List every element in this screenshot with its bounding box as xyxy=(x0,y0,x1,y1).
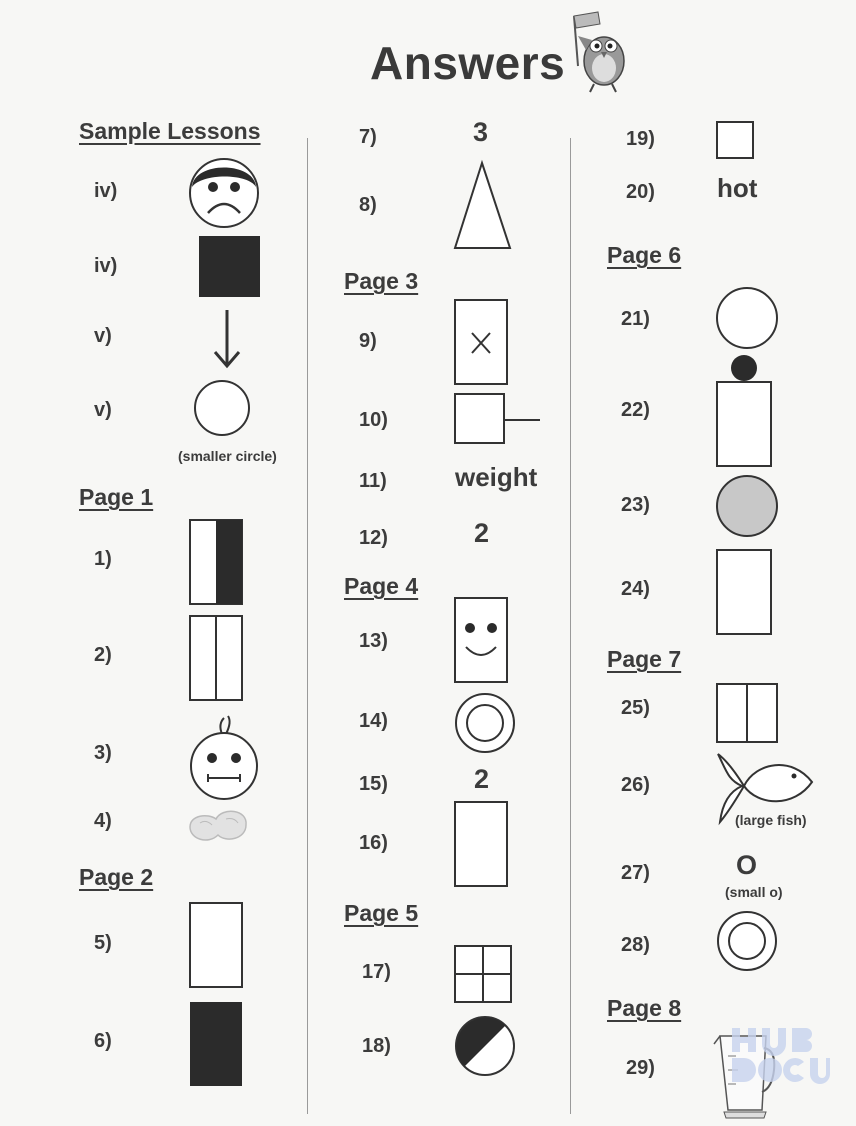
section-page-6: Page 6 xyxy=(607,242,682,268)
down-arrow-icon xyxy=(212,308,242,370)
answer-number: 15) xyxy=(359,773,388,795)
sad-face-icon xyxy=(188,157,262,229)
page-title: Answers xyxy=(370,37,566,89)
half-filled-circle-icon xyxy=(453,1014,517,1078)
four-square-grid-icon xyxy=(453,944,515,1006)
answer-number: 20) xyxy=(626,181,655,203)
answer-number: 29) xyxy=(626,1057,655,1079)
answer-number: 23) xyxy=(621,494,650,516)
answer-text: 2 xyxy=(474,518,490,548)
section-page-8: Page 8 xyxy=(607,995,682,1021)
sample-item-number: iv) xyxy=(94,255,118,277)
answer-number: 18) xyxy=(362,1035,391,1057)
section-page-3: Page 3 xyxy=(344,268,419,294)
peanut-icon xyxy=(186,805,250,845)
empty-rectangle-icon xyxy=(189,902,245,990)
hubdocu-watermark-logo xyxy=(730,1024,830,1090)
answer-text: hot xyxy=(717,173,758,203)
answer-number: 21) xyxy=(621,308,650,330)
answer-text: weight xyxy=(455,462,538,492)
column-divider-right xyxy=(570,138,571,1114)
grey-circle-icon xyxy=(715,474,781,540)
answer-number: 17) xyxy=(362,961,391,983)
dot-on-rectangle-icon xyxy=(715,354,775,470)
answer-number: 10) xyxy=(359,409,388,431)
ring-icon xyxy=(453,692,517,754)
section-sample-lessons: Sample Lessons xyxy=(79,118,261,144)
answer-number: 2) xyxy=(94,644,112,666)
split-rectangle-icon xyxy=(189,615,245,703)
sample-item-number: iv) xyxy=(94,180,118,202)
answer-text: 3 xyxy=(473,117,489,147)
section-page-7: Page 7 xyxy=(607,646,682,672)
answer-number: 8) xyxy=(359,194,377,216)
answer-number: 27) xyxy=(621,862,650,884)
answer-number: 5) xyxy=(94,932,112,954)
ring-icon xyxy=(715,910,779,972)
section-page-4: Page 4 xyxy=(344,573,419,599)
circle-icon xyxy=(715,286,781,350)
square-with-line-icon xyxy=(453,392,543,446)
filled-rectangle-icon xyxy=(189,1001,245,1089)
answer-number: 9) xyxy=(359,330,377,352)
half-filled-rectangle-icon xyxy=(189,519,245,607)
answer-number: 6) xyxy=(94,1030,112,1052)
answer-note: (small o) xyxy=(725,884,783,900)
answer-number: 13) xyxy=(359,630,388,652)
answer-text: O xyxy=(736,850,758,880)
answer-note: (smaller circle) xyxy=(178,448,277,464)
smiley-rectangle-icon xyxy=(454,597,510,685)
answer-number: 25) xyxy=(621,697,650,719)
answer-number: 22) xyxy=(621,399,650,421)
answer-number: 12) xyxy=(359,527,388,549)
section-page-5: Page 5 xyxy=(344,900,419,926)
sample-item-number: v) xyxy=(94,399,112,421)
empty-rectangle-icon xyxy=(716,549,774,637)
answer-number: 19) xyxy=(626,128,655,150)
column-divider-left xyxy=(307,138,308,1114)
filled-square-icon xyxy=(198,235,262,299)
answer-number: 3) xyxy=(94,742,112,764)
answer-number: 24) xyxy=(621,578,650,600)
answer-number: 7) xyxy=(359,126,377,148)
neutral-face-icon xyxy=(188,712,262,804)
section-page-2: Page 2 xyxy=(79,864,154,890)
answer-number: 14) xyxy=(359,710,388,732)
answer-number: 16) xyxy=(359,832,388,854)
sample-item-number: v) xyxy=(94,325,112,347)
triangle-icon xyxy=(453,160,513,252)
split-square-icon xyxy=(716,683,780,745)
small-square-icon xyxy=(716,121,756,161)
answer-text: 2 xyxy=(474,764,490,794)
section-page-1: Page 1 xyxy=(79,484,154,510)
owl-mascot-icon xyxy=(564,6,634,96)
empty-rectangle-icon xyxy=(454,801,510,889)
answer-number: 28) xyxy=(621,934,650,956)
circle-icon xyxy=(193,380,253,438)
answer-number: 4) xyxy=(94,810,112,832)
answer-number: 11) xyxy=(359,470,387,492)
answer-note: (large fish) xyxy=(735,812,807,828)
answer-number: 1) xyxy=(94,548,112,570)
answer-number: 26) xyxy=(621,774,650,796)
x-box-icon xyxy=(454,299,510,387)
